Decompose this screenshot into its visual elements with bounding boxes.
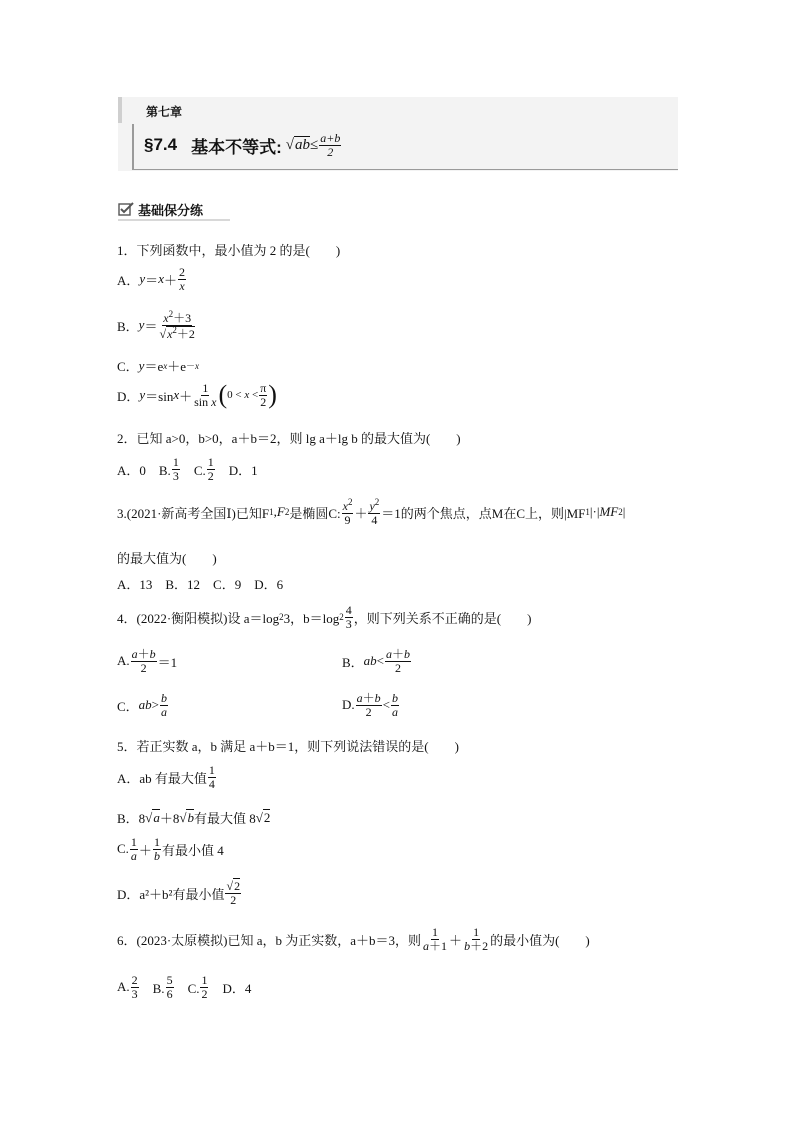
q4-option-c: C． ab > $\frac{b}{a}$ — [117, 691, 168, 719]
section-number: §7.4 — [144, 135, 178, 155]
q1-option-a: A． y ＝ x ＋ $\frac{2}{x}$ — [117, 265, 185, 293]
section-underline — [118, 219, 230, 221]
q3-stem: 3.(2021·新高考全国Ⅰ)已知F 1 , F 2 是椭圆C: $\frac{x^2}{9}$ ＋ $\frac{y^2}{4}$ ＝1的两个焦点，点M在C上，则|MF 1 |·| MF 2 | — [117, 497, 626, 527]
q2-options: A．0 B. $\frac{1}{3}$ C. $\frac{1}{2}$ D．1 — [117, 455, 258, 483]
title-inequality: √ ab ≤ $\frac{a+b}{2}$ — [285, 131, 341, 159]
q5-option-d: D．a²＋b²有最小值 $\frac{√2}{2}$ — [117, 879, 241, 907]
q1-option-c: C． y ＝e x ＋e －x — [117, 357, 200, 374]
q1-option-b: B． y ＝ $\frac{x^2+3}{√x^2+2}$ — [117, 309, 195, 341]
q5-option-a: A．ab 有最大值 $\frac{1}{4}$ — [117, 763, 215, 791]
q1-option-d: D． y ＝sin x ＋ $\frac{1}{\text{sin x}}$ ( 0 < x < $\frac{\pi}{2}$ ) — [117, 380, 277, 410]
q6-stem: 6．(2023·太原模拟)已知 a，b 为正实数，a＋b＝3，则 $\frac{1}{a+1}$ ＋ $\frac{1}{b+2}$ 的最小值为( ) — [117, 925, 590, 953]
q5-stem: 5．若正实数 a，b 满足 a＋b＝1，则下列说法错误的是( ) — [117, 739, 459, 754]
q6-options: A. $\frac{2}{3}$ B. $\frac{5}{6}$ C. $\frac{1}{2}$ D．4 — [117, 973, 252, 1001]
header-accent-bar — [118, 97, 122, 123]
section-title — [144, 132, 342, 158]
q4-option-d: D. $\frac{a+b}{2}$ < $\frac{b}{a}$ — [342, 691, 398, 719]
q4-option-b: B． ab < $\frac{a+b}{2}$ — [342, 647, 411, 675]
chapter-label: 第七章 — [146, 105, 183, 119]
q2-stem: 2．已知 a>0，b>0，a＋b＝2，则 lg a＋lg b 的最大值为( ) — [117, 431, 461, 446]
q1-stem: 1．下列函数中，最小值为 2 的是( ) — [117, 243, 341, 258]
section-label: 基础保分练 — [118, 199, 203, 219]
q5-option-c: C. $\frac{1}{a}$ ＋ $\frac{1}{b}$ 有最小值 4 — [117, 835, 224, 863]
q4-stem: 4．(2022·衡阳模拟)设 a＝log 2 3，b＝log 2 $\frac{4}{3}$ ，则下列关系不正确的是( ) — [117, 603, 532, 631]
q3-stem-cont: 的最大值为( ) — [117, 551, 217, 566]
section-title-text: 基本不等式: — [191, 137, 282, 157]
header-accent-line — [132, 124, 134, 170]
q4-option-a: A. $\frac{a+b}{2}$ ＝1 — [117, 647, 178, 675]
checkbox-icon — [118, 202, 134, 216]
header-underline — [132, 169, 678, 170]
q3-options: A．13 B．12 C．9 D．6 — [117, 577, 284, 592]
q5-option-b: B．8 √ a ＋8 √ b 有最大值 8 √ 2 — [117, 809, 271, 826]
